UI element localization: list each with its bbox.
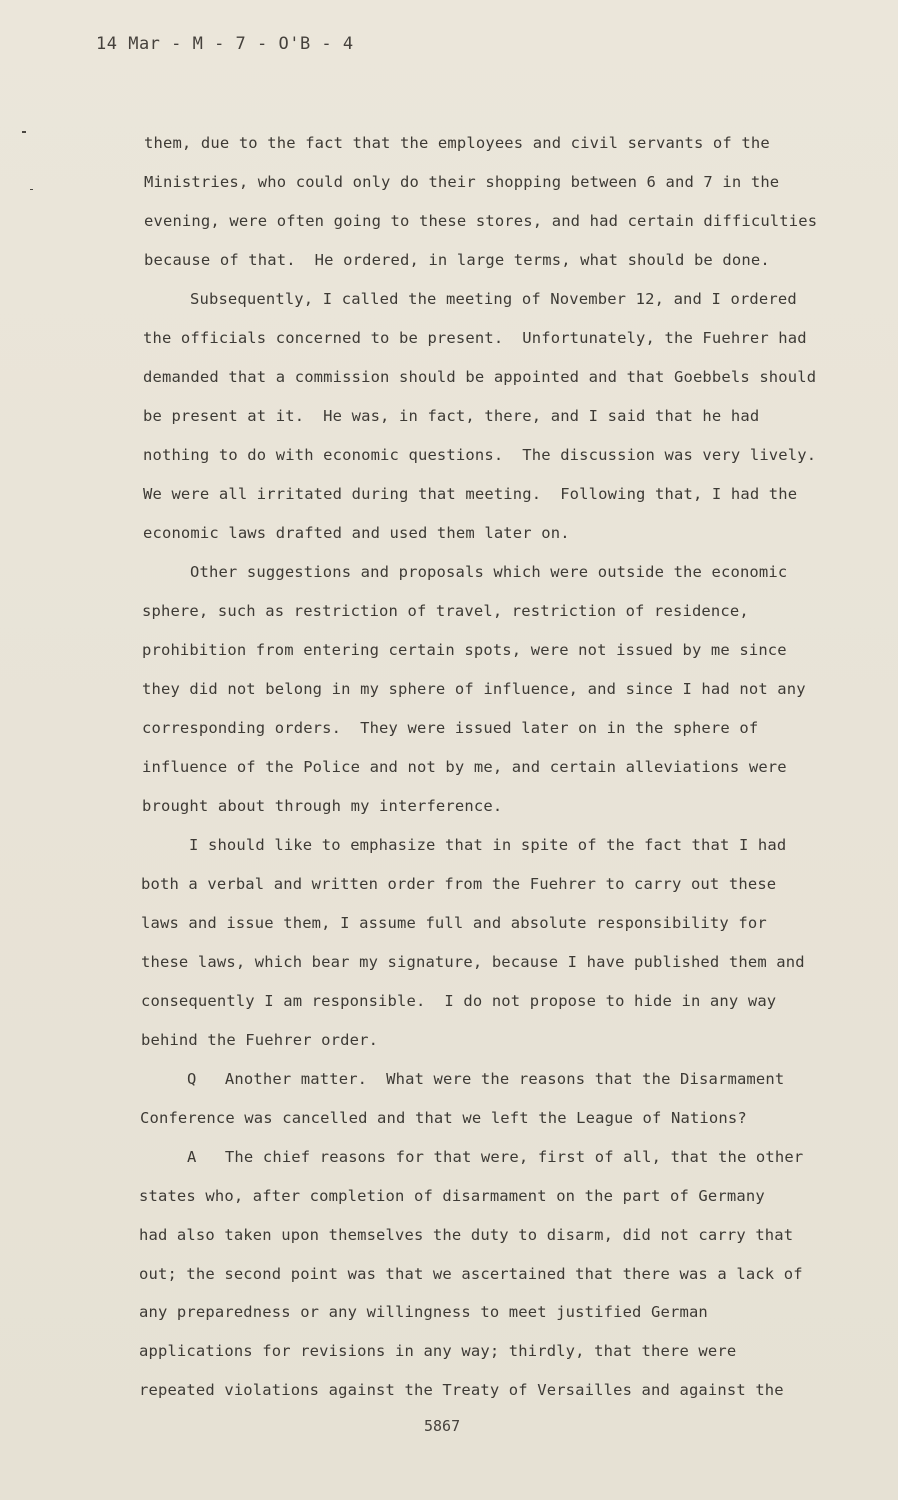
text-line: Conference was cancelled and that we left the League of Nations? [140,1109,747,1127]
text-line: Subsequently, I called the meeting of November 12, and I ordered [190,290,797,308]
page-header: 14 Mar - M - 7 - O'B - 4 [96,34,354,54]
text-line: states who, after completion of disarmament on the part of Germany [139,1187,765,1205]
text-line: applications for revisions in any way; thirdly, that there were [139,1342,737,1360]
text-line: corresponding orders. They were issued later on in the sphere of [142,719,759,737]
text-line: sphere, such as restriction of travel, restriction of residence, [142,602,749,620]
question-line: Q Another matter. What were the reasons that the Disarmament [187,1070,785,1088]
text-line: out; the second point was that we ascertained that there was a lack of [139,1265,803,1283]
text-line: Ministries, who could only do their shopping between 6 and 7 in the [144,173,780,191]
margin-tick [30,189,33,190]
text-line: economic laws drafted and used them later on. [143,524,570,542]
text-line: evening, were often going to these stores, and had certain difficulties [144,212,818,230]
text-line: these laws, which bear my signature, because I have published them and [141,953,805,971]
text-line: the officials concerned to be present. Unfortunately, the Fuehrer had [143,329,807,347]
text-line: Other suggestions and proposals which were outside the economic [190,563,788,581]
text-line: be present at it. He was, in fact, there, and I said that he had [143,407,760,425]
text-line: them, due to the fact that the employees and civil servants of the [144,134,770,152]
page-number: 5867 [424,1417,461,1435]
text-line: demanded that a commission should be appointed and that Goebbels should [143,368,817,386]
text-line: We were all irritated during that meeting. Following that, I had the [143,485,798,503]
text-line: I should like to emphasize that in spite of the fact that I had [189,836,787,854]
text-line: behind the Fuehrer order. [141,1031,379,1049]
text-line: nothing to do with economic questions. The discussion was very lively. [143,446,817,464]
margin-tick [22,131,26,133]
text-line: brought about through my interference. [142,797,503,815]
text-line: repeated violations against the Treaty of Versailles and against the [139,1381,784,1399]
text-line: influence of the Police and not by me, and certain alleviations were [142,758,787,776]
text-line: any preparedness or any willingness to meet justified German [139,1303,708,1321]
text-line: prohibition from entering certain spots, were not issued by me since [142,641,787,659]
text-line: had also taken upon themselves the duty to disarm, did not carry that [139,1226,794,1244]
text-line: because of that. He ordered, in large terms, what should be done. [144,251,770,269]
text-line: laws and issue them, I assume full and absolute responsibility for [141,914,767,932]
answer-line: A The chief reasons for that were, first of all, that the other [187,1148,804,1166]
text-line: consequently I am responsible. I do not propose to hide in any way [141,992,777,1010]
text-line: they did not belong in my sphere of influence, and since I had not any [142,680,806,698]
text-line: both a verbal and written order from the Fuehrer to carry out these [141,875,777,893]
